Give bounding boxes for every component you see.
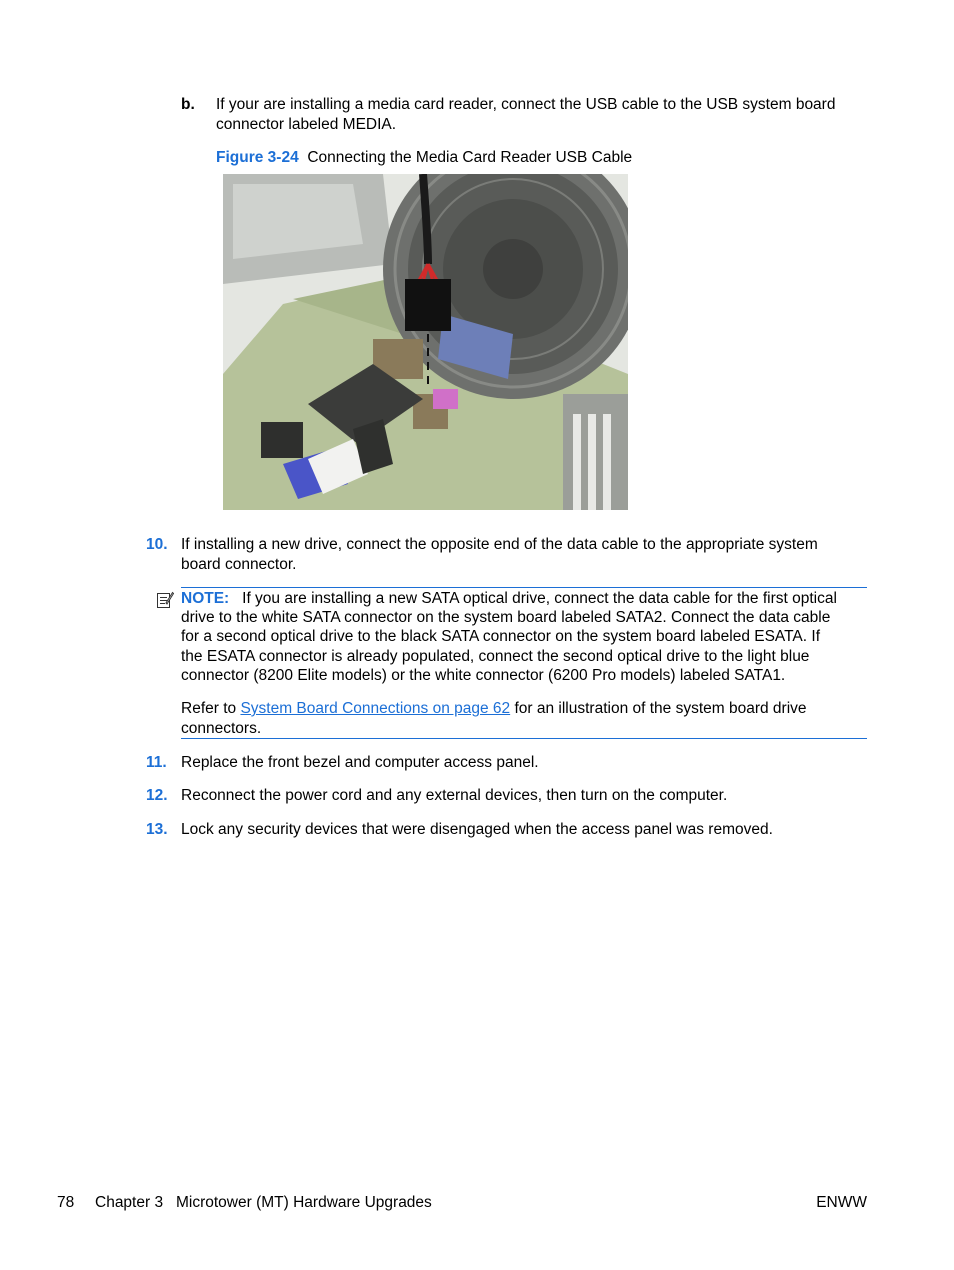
refer-prefix: Refer to xyxy=(181,700,237,717)
note-line1 xyxy=(181,589,837,609)
step-10-number: 10. xyxy=(146,536,168,553)
note-line2: drive to the white SATA connector on the system board labeled SATA2. Connect the data cable xyxy=(181,609,831,626)
note-line3: for a second optical drive to the black SATA connector on the system board labeled ESATA. If xyxy=(181,628,820,645)
figure-label: Figure 3-24 xyxy=(216,149,299,166)
step-12-number: 12. xyxy=(146,787,168,804)
note-top-rule xyxy=(181,587,867,588)
figure-caption-text: Connecting the Media Card Reader USB Cable xyxy=(307,149,633,166)
note-bottom-rule xyxy=(181,738,867,739)
step-b-line2: connector labeled MEDIA. xyxy=(216,116,397,133)
note-refer-line2: connectors. xyxy=(181,720,262,737)
step-b-marker: b. xyxy=(181,96,195,113)
note-refer-line xyxy=(181,699,807,719)
page-number: 78 xyxy=(57,1194,75,1211)
step-b-line1: If your are installing a media card reader, connect the USB cable to the USB system board xyxy=(216,96,836,113)
step-11-number: 11. xyxy=(146,754,167,771)
footer-chapter: Chapter 3 Microtower (MT) Hardware Upgrades xyxy=(95,1194,432,1211)
step-13-text: Lock any security devices that were disengaged when the access panel was removed. xyxy=(181,821,773,838)
step-10-line1: If installing a new drive, connect the opposite end of the data cable to the appropriate system xyxy=(181,536,818,553)
note-line4: the ESATA connector is already populated, connect the second optical drive to the light blue xyxy=(181,648,810,665)
refer-suffix: for an illustration of the system board drive xyxy=(514,700,807,717)
step-10-line2: board connector. xyxy=(181,556,297,573)
step-11-text: Replace the front bezel and computer access panel. xyxy=(181,754,539,771)
footer-right: ENWW xyxy=(816,1194,867,1211)
note-icon xyxy=(156,590,174,610)
figure-caption xyxy=(216,148,632,168)
note-label: NOTE: xyxy=(181,590,230,607)
step-13-number: 13. xyxy=(146,821,168,838)
system-board-connections-link[interactable]: System Board Connections on page 62 xyxy=(240,700,511,717)
step-12-text: Reconnect the power cord and any external devices, then turn on the computer. xyxy=(181,787,728,804)
note-line5: connector (8200 Elite models) or the white connector (6200 Pro models) labeled SATA1. xyxy=(181,667,786,684)
note-text-line1: If you are installing a new SATA optical drive, connect the data cable for the first optical xyxy=(242,590,837,607)
system-board-illustration xyxy=(223,174,628,510)
media-card-reader-illustration xyxy=(223,174,628,510)
